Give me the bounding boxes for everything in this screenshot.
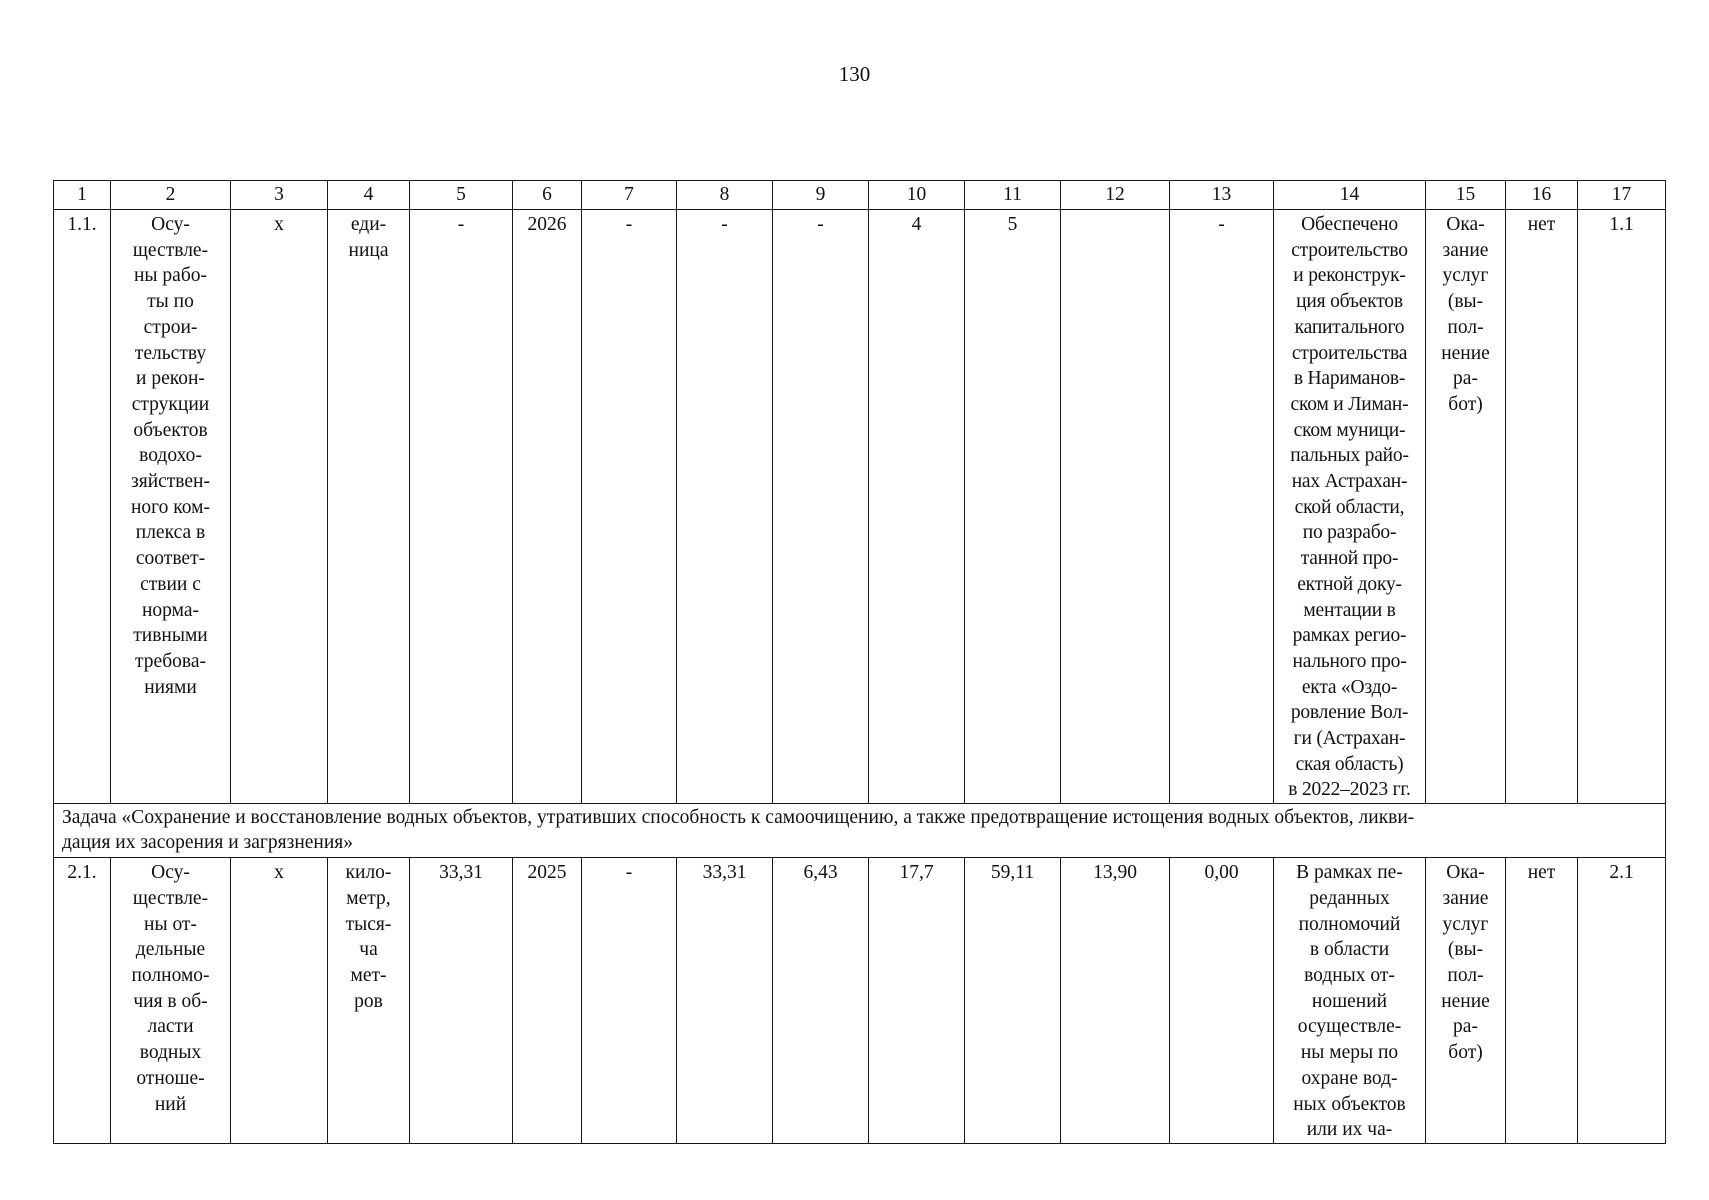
cell-text: В рамках пе- реданных полномочий в области водных от- ношений осуществле- ны меры по охране вод- ных объектов или их ча- <box>1293 862 1406 1141</box>
header-cell: 8 <box>677 181 773 210</box>
table-cell <box>513 210 582 804</box>
cell-text: 6,43 <box>803 862 838 884</box>
table-cell <box>869 858 965 1144</box>
cell-text: x <box>274 214 284 235</box>
cell-text: кило- метр, тыся- ча мет- ров <box>345 862 392 1012</box>
table-cell <box>773 210 869 804</box>
table-cell <box>1274 210 1426 804</box>
header-cell: 1 <box>54 181 111 210</box>
cell-text: 1.1 <box>1609 214 1634 235</box>
cell-text: нет <box>1527 862 1556 884</box>
table-cell <box>231 210 328 804</box>
cell-text: Осу- ществле- ны рабо- ты по строи- тельству и рекон- струкции объектов водохо- зяйствен- ного ком- плекса в соответ- ствии с норма- тивными требова- ниями <box>130 214 211 698</box>
cell-text: 0,00 <box>1204 862 1239 884</box>
table-cell <box>1426 210 1506 804</box>
cell-text: - <box>457 214 465 235</box>
page-number: 130 <box>838 62 871 86</box>
cell-text: Осу- ществле- ны от- дельные полномо- чия в об- ласти водных отноше- ний <box>131 862 210 1115</box>
header-cell: 4 <box>328 181 410 210</box>
cell-text: 1.1. <box>67 214 97 235</box>
table-cell <box>1578 858 1666 1144</box>
header-cell: 6 <box>513 181 582 210</box>
header-cell: 2 <box>111 181 231 210</box>
cell-text: - <box>721 214 728 235</box>
table-cell <box>869 210 965 804</box>
cell-text: 4 <box>911 214 922 235</box>
header-cell: 11 <box>965 181 1061 210</box>
header-cell: 5 <box>410 181 513 210</box>
table-cell <box>1274 858 1426 1144</box>
cell-text: 13,90 <box>1093 862 1137 884</box>
task-text: Задача «Сохранение и восстановление водных объектов, утративших способность к самоочищению, а также предотвращение истощения водных объектов, ликви- дация их засорения и загрязнения» <box>62 807 1415 854</box>
cell-text: - <box>625 862 633 884</box>
cell-text: 33,31 <box>702 862 747 884</box>
header-cell: 9 <box>773 181 869 210</box>
header-cell: 10 <box>869 181 965 210</box>
header-cell: 7 <box>582 181 677 210</box>
cell-text: 33,31 <box>439 862 483 884</box>
header-cell: 17 <box>1578 181 1666 210</box>
table-cell <box>410 858 513 1144</box>
header-cell: 12 <box>1061 181 1170 210</box>
table-cell <box>1506 210 1578 804</box>
task-cell <box>54 804 1666 858</box>
header-cell: 16 <box>1506 181 1578 210</box>
table-cell <box>231 858 328 1144</box>
header-cell: 13 <box>1170 181 1274 210</box>
cell-text: - <box>625 214 633 235</box>
cell-text: еди- ница <box>348 214 389 261</box>
table-cell <box>582 858 677 1144</box>
table-cell <box>54 210 111 804</box>
table-cell <box>410 210 513 804</box>
table-cell <box>1061 210 1170 804</box>
cell-text: Обеспечено строительство и реконструк- ция объектов капитального строительства в Нариманов- ском и Лиман- ском муници- пальных райо- нах Астрахан- ской области, по разрабо- танной про- ектной доку- ментации в рамках регио- нального про- екта «Оздо- ровление Вол- ги (Астрахан- ская область) в 2022–2023 гг. <box>1288 214 1411 801</box>
table-cell <box>111 210 231 804</box>
table-cell <box>328 858 410 1144</box>
cell-text: Ока- зание услуг (вы- пол- нение ра- бот) <box>1441 214 1490 415</box>
table-cell <box>1170 858 1274 1144</box>
table-cell <box>513 858 582 1144</box>
table-cell <box>1061 858 1170 1144</box>
cell-text: x <box>274 862 284 884</box>
header-cell: 14 <box>1274 181 1426 210</box>
cell-text: 59,11 <box>990 862 1035 884</box>
table-cell <box>1170 210 1274 804</box>
cell-text: 2026 <box>527 214 567 235</box>
cell-text: 2025 <box>527 862 567 884</box>
table-row <box>54 210 1666 804</box>
cell-text: 2.1 <box>1609 862 1634 884</box>
table-cell <box>1426 858 1506 1144</box>
header-cell: 15 <box>1426 181 1506 210</box>
table-cell <box>677 210 773 804</box>
table-cell <box>773 858 869 1144</box>
table-cell <box>965 210 1061 804</box>
cell-text: - <box>817 214 824 235</box>
table-row <box>54 858 1666 1144</box>
table-cell <box>328 210 410 804</box>
table-cell <box>111 858 231 1144</box>
table-cell <box>1506 858 1578 1144</box>
header-cell: 3 <box>231 181 328 210</box>
document-table <box>53 180 1666 1144</box>
table-cell <box>582 210 677 804</box>
cell-text: 5 <box>1007 214 1018 235</box>
cell-text: Ока- зание услуг (вы- пол- нение ра- бот) <box>1441 862 1490 1064</box>
cell-text: 17,7 <box>899 862 934 884</box>
table-cell <box>1578 210 1666 804</box>
cell-text: 2.1. <box>67 862 97 884</box>
table-cell <box>965 858 1061 1144</box>
table-cell <box>54 858 111 1144</box>
table-header-row <box>54 181 1666 210</box>
task-row <box>54 804 1666 858</box>
table-cell <box>677 858 773 1144</box>
cell-text: нет <box>1527 214 1556 235</box>
cell-text: - <box>1218 214 1225 235</box>
